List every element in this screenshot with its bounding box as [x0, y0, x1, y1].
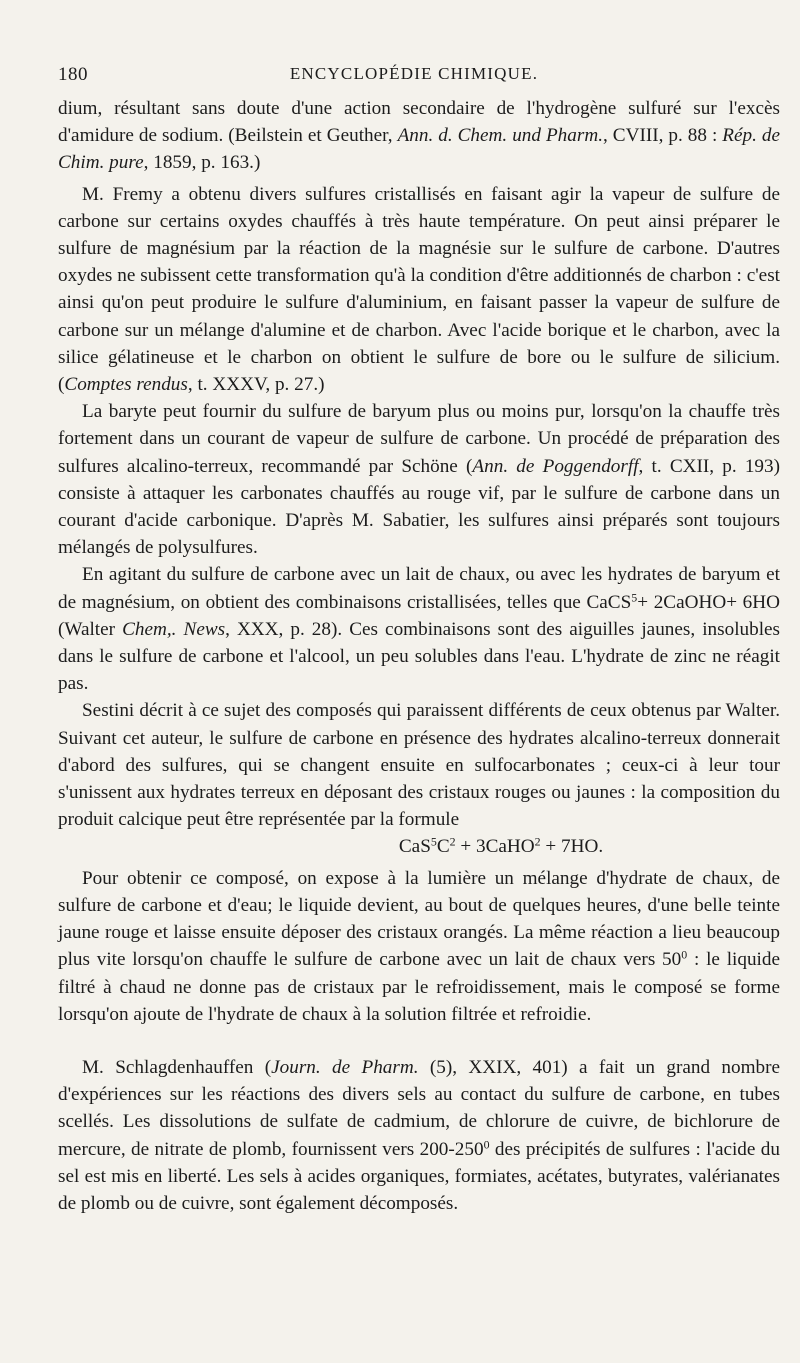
- paragraph-lait-de-chaux: En agitant du sulfure de carbone avec un lait de chaux, ou avec les hydrates de baryum et de magnésium, on obtient des combinaisons cristallisées, telles que CaCS$^5$+ 2CaOHO+ 6HO (Walter Chem,. News, XXX, p. 28). Ces combinaisons sont des aiguilles jaunes, insolubles dans le sulfure de carbone et l'alcool, un peu solubles dans l'eau. L'hydrate de zinc ne réagit pas.: [58, 564, 781, 695]
- paragraph-baryte: La baryte peut fournir du sulfure de baryum plus ou moins pur, lorsqu'on la chauffe très fortement dans un courant de vapeur de sulfure de carbone. Un procédé de préparation des sulfures alcalino-terreux, recommandé par Schöne (Ann. de Poggendorff, t. CXII, p. 193) consiste à attaquer les carbonates chauffés au rouge vif, par le sulfure de carbone dans un courant d'acide carbonique. D'après M. Sabatier, les sulfures ainsi préparés sont toujours mélangés de polysulfures.: [58, 401, 780, 559]
- citation: Rép. de Chim. pure: [58, 125, 781, 174]
- paragraph-sestini: Sestini décrit à ce sujet des composés qui paraissent différents de ceux obtenus par Walter. Suivant cet auteur, le sulfure de carbone en présence des hydrates alcalino-terreux donnerait d'abord des sulfures, qui se changent ensuite en sulfocarbonates ; ceux-ci à leur tour s'unissent aux hydrates terreux en déposant des cristaux rouges ou jaunes : la composition du produit calcique peut être représentée par la formule: [58, 700, 780, 831]
- page-header: [58, 58, 770, 88]
- citation: Journ. de Pharm.: [271, 1056, 419, 1078]
- formula: $CaS^5C^2$ + 3CaHO$^2$ + 7HO.: [398, 834, 604, 858]
- paragraph-continued: dium, résultant sans doute d'une action secondaire de l'hydrogène sulfuré sur l'excès d'amidure de sodium. (Beilstein et Geuther, Ann. d. Chem. und Pharm., CVIII, p. 88 : Rép. de Chim. pure, 1859, p. 163.): [58, 98, 781, 174]
- citation: Ann. de Poggendorff: [472, 455, 639, 477]
- body-text: [58, 95, 780, 1217]
- citation: Chem,. News: [122, 618, 226, 640]
- citation: Ann. d. Chem. und Pharm.: [397, 125, 603, 147]
- paragraph-preparation: Pour obtenir ce composé, on expose à la lumière un mélange d'hydrate de chaux, de sulfure de carbone et d'eau; le liquide devient, au bout de quelques heures, d'une belle teinte jaune rouge et laisse ensuite déposer des cristaux orangés. La même réaction a lieu beaucoup plus vite lorsqu'on chauffe le sulfure de carbone avec un lait de chaux vers $50^0$ : le liquide filtré à chaud ne donne pas de cristaux par le refroidissement, mais le composé se forme lorsqu'on ajoute de l'hydrate de chaux à la solution filtrée et refroidie.: [58, 867, 780, 1025]
- citation: Comptes rendus: [64, 374, 188, 396]
- paragraph-fremy: M. Fremy a obtenu divers sulfures cristallisés en faisant agir la vapeur de sulfure de carbone sur certains oxydes chauffés à très haute température. On peut ainsi préparer le sulfure de magnésium par la réaction de la magnésie sur le sulfure de carbone. D'autres oxydes ne subissent cette transformation qu'à la condition d'être additionnés de charbon : c'est ainsi qu'on peut produire le sulfure d'aluminium, en faisant passer la vapeur de sulfure de carbone sur un mélange d'alumine et de charbon. Avec l'acide borique et le charbon, avec la silice gélatineuse et le charbon on obtient le sulfure de bore ou le sulfure de silicium. (Comptes rendus, t. XXXV, p. 27.): [58, 183, 780, 396]
- running-title: ENCYCLOPÉDIE CHIMIQUE.: [289, 64, 539, 83]
- paragraph-schlagdenhauffen: M. Schlagdenhauffen (Journ. de Pharm. (5), XXIX, 401) a fait un grand nombre d'expériences sur les réactions des divers sels au contact du sulfure de carbone, en tubes scellés. Les dissolutions de sulfate de cadmium, de chlorure de cuivre, de bichlorure de mercure, de nitrate de plomb, fournissent vers $200-250^0$ des précipités de sulfures : l'acide du sel est mis en liberté. Les sels à acides organiques, formiates, acétates, butyrates, valérianates de plomb ou de cuivre, sont également décomposés.: [58, 1056, 781, 1214]
- page-number: 180: [58, 64, 88, 85]
